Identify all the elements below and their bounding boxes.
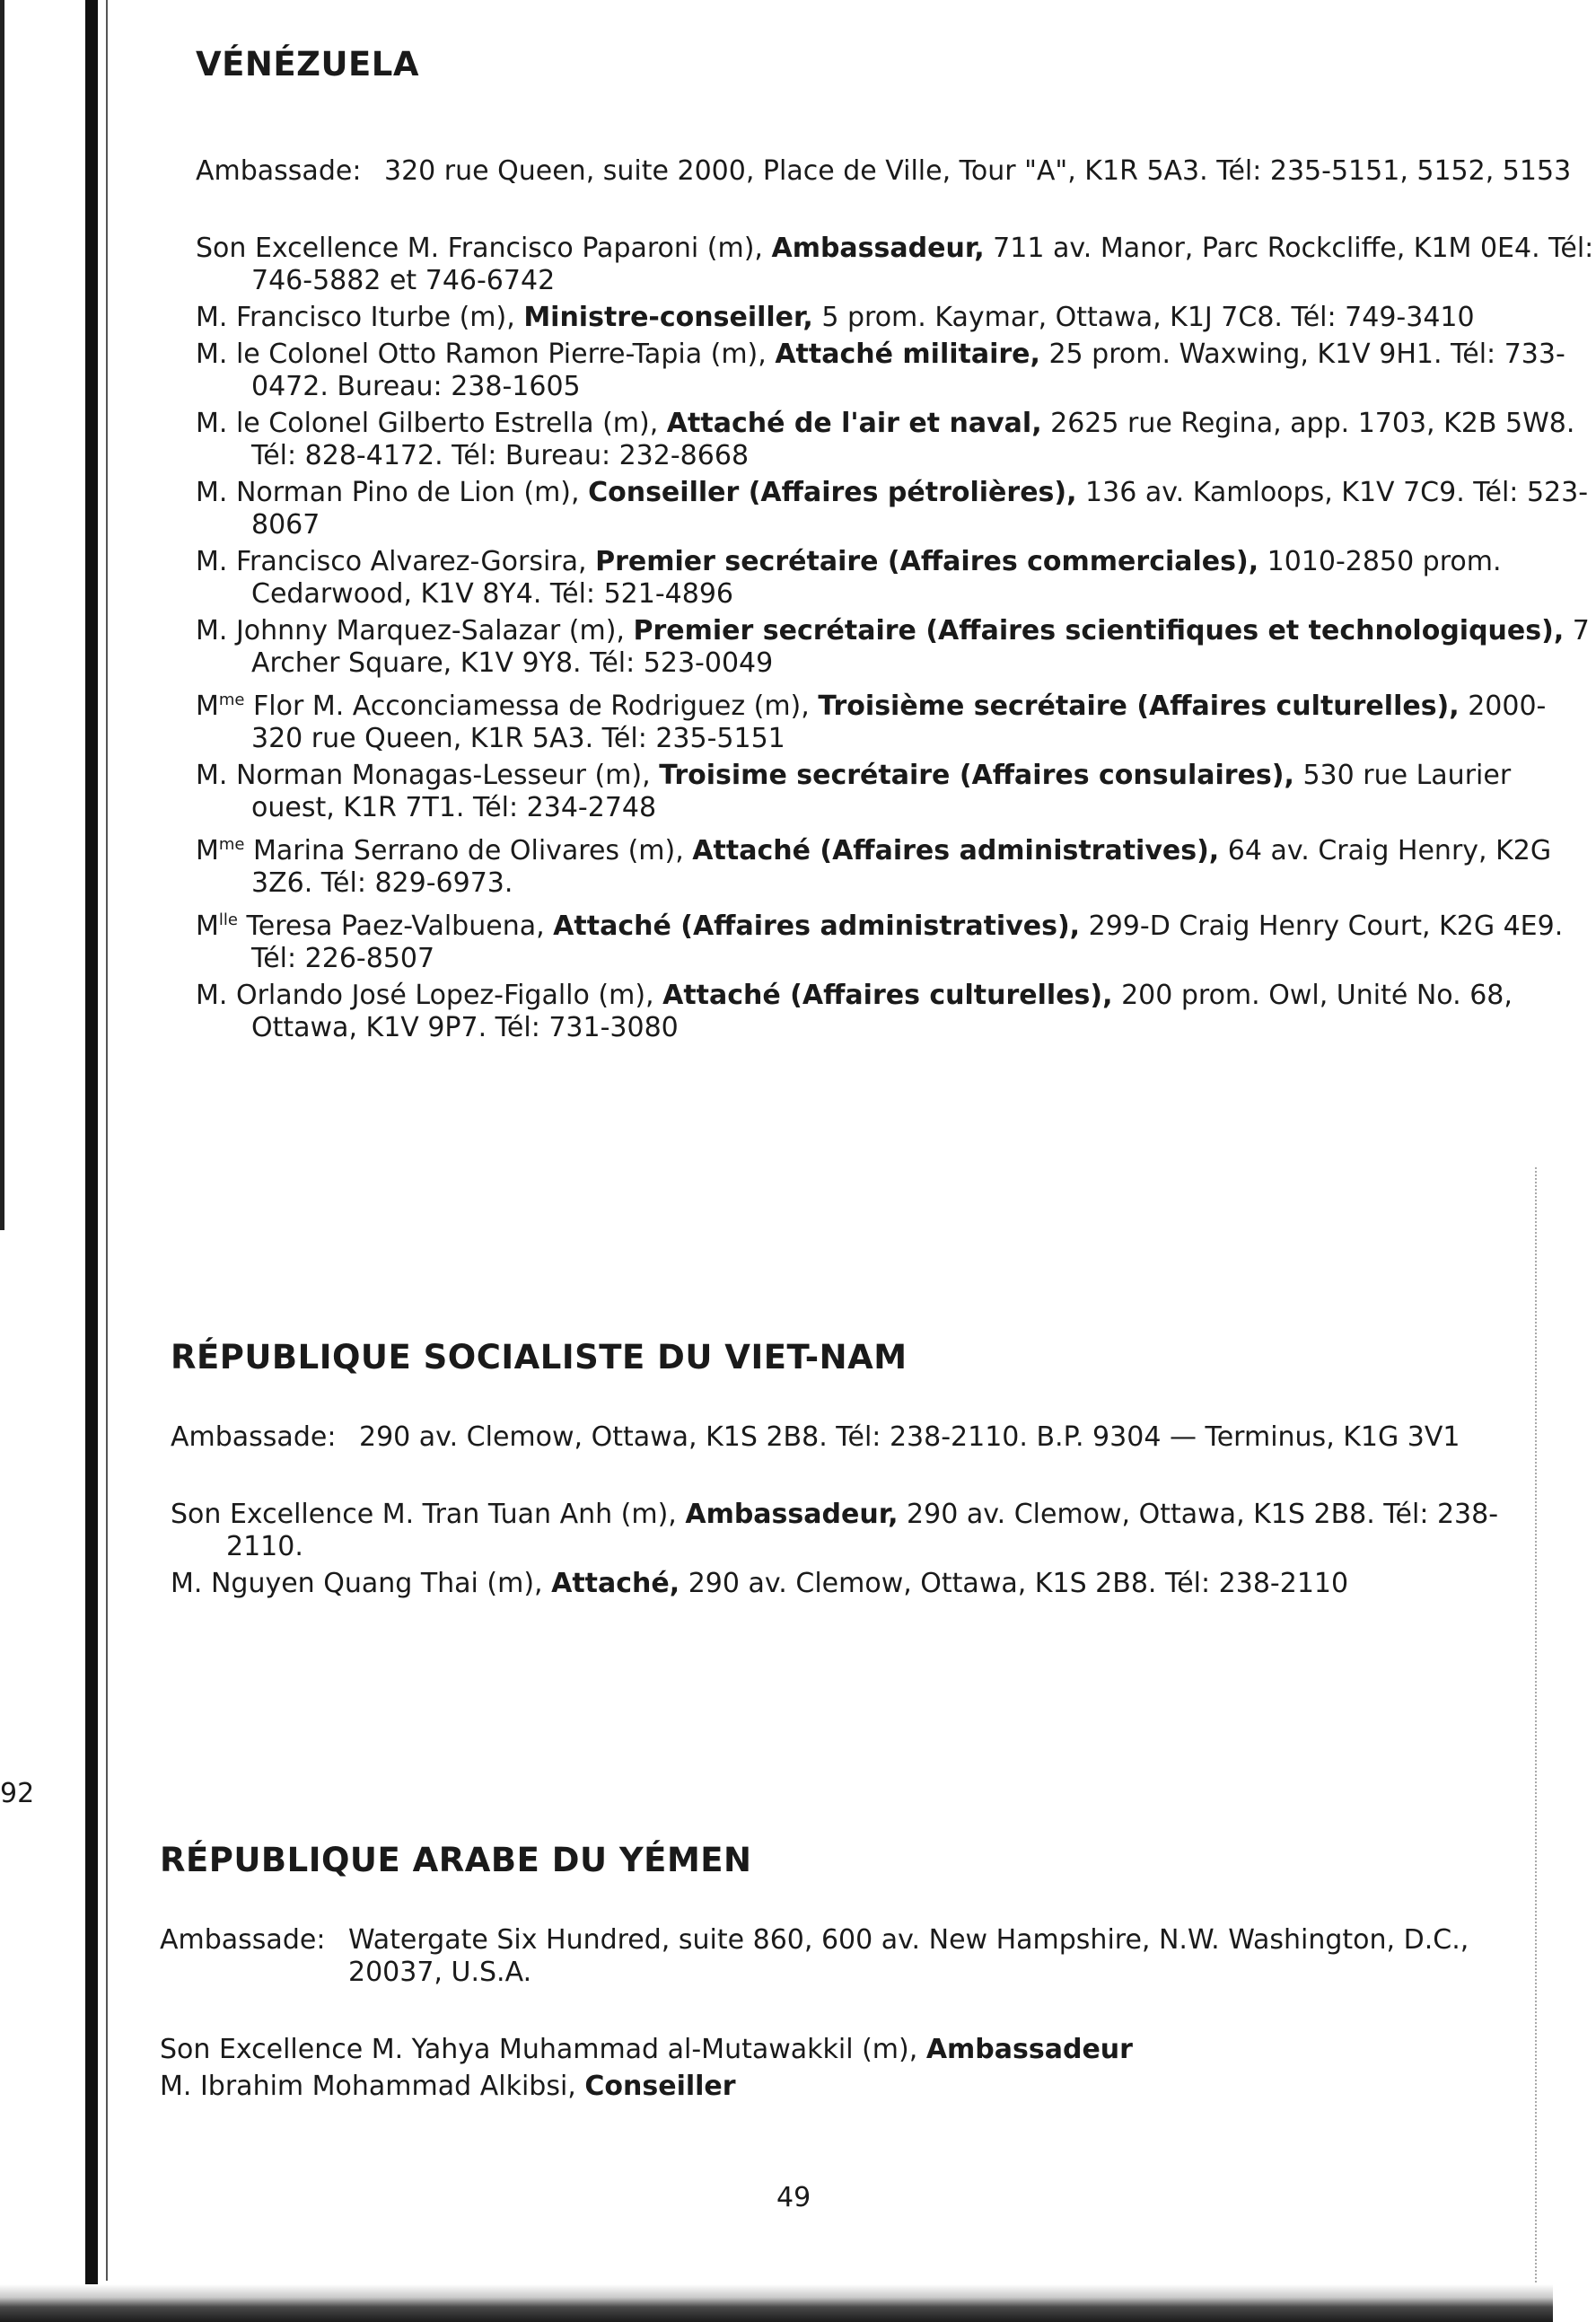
staff-entry: M. Norman Pino de Lion (m), Conseiller (Affaires pétrolières), 136 av. Kamloops, K1V 7C9. Tél: 523-8067 [196, 477, 1589, 541]
embassy-label: Ambassade: [171, 1421, 337, 1453]
scan-right-noise [1535, 1167, 1553, 2290]
binding-inner-line [106, 0, 108, 2281]
scan-bottom-band [0, 2284, 1553, 2322]
section-title: RÉPUBLIQUE ARABE DU YÉMEN [160, 1841, 752, 1879]
scan-left-edge [0, 0, 4, 1230]
staff-list [196, 233, 1596, 1044]
embassy-address-text: Watergate Six Hundred, suite 860, 600 av. New Hampshire, N.W. Washington, D.C., 20037, U.S.A. [348, 1924, 1469, 1988]
staff-entry: M. Francisco Alvarez-Gorsira, Premier secrétaire (Affaires commerciales), 1010-2850 prom. Cedarwood, K1V 8Y4. Tél: 521-4896 [196, 546, 1502, 610]
staff-entry: M. Ibrahim Mohammad Alkibsi, Conseiller [160, 2071, 736, 2102]
staff-entry: Son Excellence M. Tran Tuan Anh (m), Ambassadeur, 290 av. Clemow, Ottawa, K1S 2B8. Tél: 238-2110. [171, 1499, 1499, 1562]
staff-entry: M. Francisco Iturbe (m), Ministre-conseiller, 5 prom. Kaymar, Ottawa, K1J 7C8. Tél: 749-3410 [196, 302, 1475, 333]
embassy-address-text: 320 rue Queen, suite 2000, Place de Ville, Tour "A", K1R 5A3. Tél: 235-5151, 5152, 5153 [384, 155, 1572, 187]
section-title: RÉPUBLIQUE SOCIALISTE DU VIET-NAM [171, 1338, 908, 1376]
staff-entry: M. Norman Monagas-Lesseur (m), Troisime secrétaire (Affaires consulaires), 530 rue Laurier ouest, K1R 7T1. Tél: 234-2748 [196, 760, 1512, 823]
staff-entry: M. Orlando José Lopez-Figallo (m), Attaché (Affaires culturelles), 200 prom. Owl, Unité No. 68, Ottawa, K1V 9P7. Tél: 731-3080 [196, 980, 1513, 1043]
staff-entry: M. le Colonel Otto Ramon Pierre-Tapia (m), Attaché militaire, 25 prom. Waxwing, K1V 9H1. Tél: 733-0472. Bureau: 238-1605 [196, 339, 1565, 402]
embassy-address [196, 155, 1596, 188]
margin-page-number: 92 [0, 1778, 35, 1809]
staff-entry: Son Excellence M. Yahya Muhammad al-Mutawakkil (m), Ambassadeur [160, 2034, 1133, 2065]
section-title: VÉNÉZUELA [196, 45, 420, 84]
staff-entry: Son Excellence M. Francisco Paparoni (m), Ambassadeur, 711 av. Manor, Parc Rockcliffe, K1M 0E4. Tél: 746-5882 et 746-6742 [196, 233, 1594, 296]
embassy-address-text: 290 av. Clemow, Ottawa, K1S 2B8. Tél: 238-2110. B.P. 9304 — Terminus, K1G 3V1 [359, 1421, 1460, 1453]
staff-list [171, 1499, 1571, 1600]
embassy-address [160, 1924, 1560, 1989]
staff-entry: M. Johnny Marquez-Salazar (m), Premier secrétaire (Affaires scientifiques et technologiques), 7 Archer Square, K1V 9Y8. Tél: 523-0049 [196, 615, 1590, 679]
staff-entry: $M^{lle}$ Teresa Paez-Valbuena, Attaché (Affaires administratives), 299-D Craig Henry Court, K2G 4E9. Tél: 226-8507 [196, 910, 1564, 974]
staff-entry: $M^{me}$ Flor M. Acconciamessa de Rodriguez (m), Troisième secrétaire (Affaires culturelles), 2000-320 rue Queen, K1R 5A3. Tél: 235-5151 [196, 690, 1547, 754]
staff-list [160, 2034, 1560, 2103]
embassy-label: Ambassade: [196, 155, 362, 187]
embassy-label: Ambassade: [160, 1924, 326, 1956]
staff-entry: M. Nguyen Quang Thai (m), Attaché, 290 av. Clemow, Ottawa, K1S 2B8. Tél: 238-2110 [171, 1568, 1349, 1599]
embassy-address [171, 1421, 1571, 1454]
page-number: 49 [776, 2182, 811, 2213]
book-binding-shadow [85, 0, 98, 2322]
section-venezuela [196, 45, 1596, 1049]
section-viet-nam [171, 1338, 1571, 1605]
staff-entry: M. le Colonel Gilberto Estrella (m), Attaché de l'air et naval, 2625 rue Regina, app. 1703, K2B 5W8. Tél: 828-4172. Tél: Bureau: 232-8668 [196, 408, 1575, 471]
section-yemen [160, 1841, 1560, 2107]
staff-entry: $M^{me}$ Marina Serrano de Olivares (m), Attaché (Affaires administratives), 64 av. Craig Henry, K2G 3Z6. Tél: 829-6973. [196, 835, 1552, 899]
